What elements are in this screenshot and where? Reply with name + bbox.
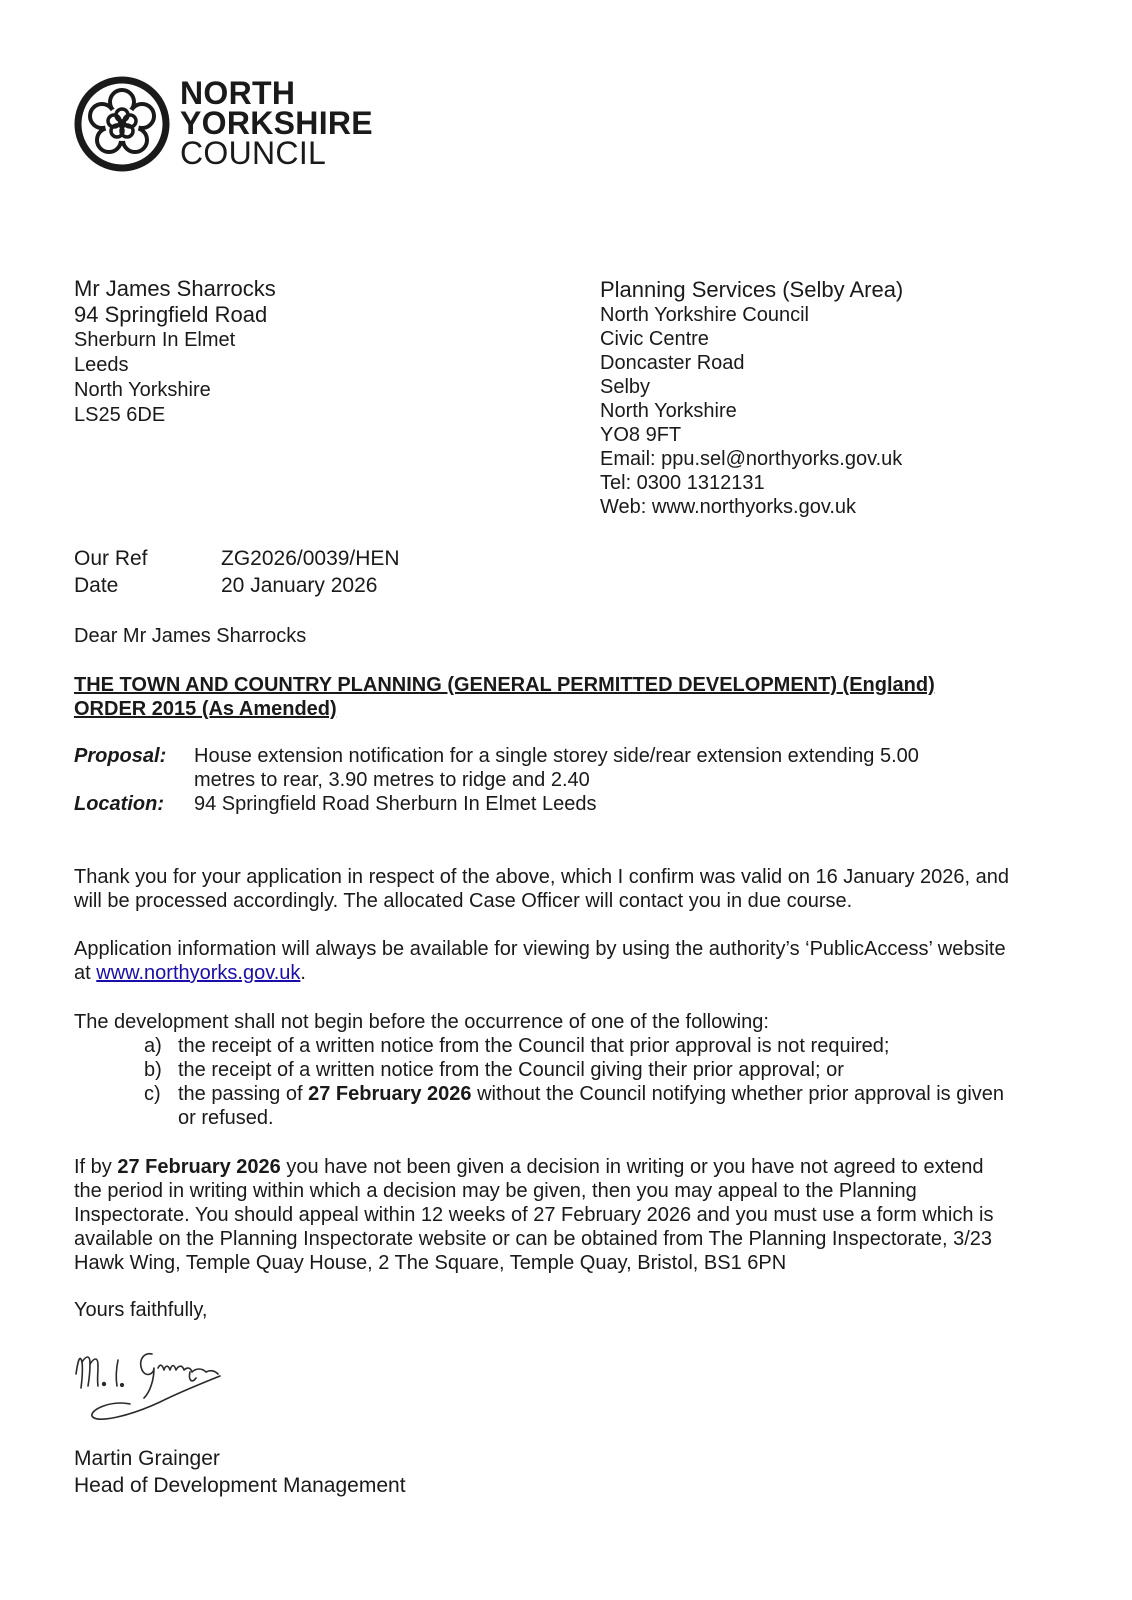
- public-access-prefix: at: [74, 962, 97, 984]
- signatory-name: Martin Grainger: [74, 1447, 220, 1470]
- council-name-line3: COUNCIL: [180, 135, 327, 171]
- date-label: Date: [74, 574, 119, 597]
- proposal-value: [194, 744, 974, 792]
- proposal-line1: House extension notification for a single storey side/rear extension extending 5.00: [194, 745, 919, 767]
- condition-text: [178, 1082, 1058, 1130]
- recipient-city: Leeds: [74, 354, 129, 376]
- closing: Yours faithfully,: [74, 1299, 208, 1321]
- sender-organisation: North Yorkshire Council: [600, 304, 809, 326]
- council-name-line1: NORTH: [180, 75, 296, 111]
- condition-text: the receipt of a written notice from the Council giving their prior approval; or: [178, 1059, 844, 1081]
- location-label: Location:: [74, 793, 164, 815]
- paragraph-public-access-line2: [74, 961, 1064, 985]
- signatory-title: Head of Development Management: [74, 1474, 406, 1497]
- location-value: 94 Springfield Road Sherburn In Elmet Leeds: [194, 793, 597, 815]
- public-access-suffix: .: [300, 962, 306, 984]
- condition-c-line2: or refused.: [178, 1107, 274, 1129]
- letter-heading: [74, 673, 1064, 721]
- date-row: [74, 572, 400, 599]
- sender-county: North Yorkshire: [600, 400, 737, 422]
- sender-tel: Tel: 0300 1312131: [600, 472, 765, 494]
- our-ref-label: Our Ref: [74, 547, 148, 570]
- recipient-street: 94 Springfield Road: [74, 302, 268, 327]
- condition-c-pre: the passing of: [178, 1083, 309, 1105]
- signature-image: [70, 1340, 240, 1430]
- appeal-pre: If by: [74, 1156, 118, 1178]
- paragraph-conditions: [74, 1010, 1064, 1130]
- location-row: [74, 792, 1064, 816]
- proposal-row: [74, 744, 1064, 792]
- paragraph-validation-line1: Thank you for your application in respect of the above, which I confirm was valid on 16 January 2026, and: [74, 866, 1009, 888]
- sender-address: [600, 276, 903, 519]
- website-link[interactable]: www.northyorks.gov.uk: [96, 962, 301, 984]
- recipient-county: North Yorkshire: [74, 379, 211, 401]
- condition-marker: a): [144, 1035, 162, 1057]
- paragraph-appeal: [74, 1155, 1064, 1275]
- condition-marker: b): [144, 1059, 162, 1081]
- recipient-address: [74, 276, 276, 428]
- salutation: Dear Mr James Sharrocks: [74, 625, 307, 647]
- our-ref-value: ZG2026/0039/HEN: [221, 547, 400, 570]
- condition-c-date: 27 February 2026: [308, 1083, 472, 1105]
- heading-line2: ORDER 2015 (As Amended): [74, 698, 337, 720]
- paragraph-public-access: [74, 937, 1064, 985]
- condition-marker: c): [144, 1083, 161, 1105]
- recipient-name: Mr James Sharrocks: [74, 276, 276, 301]
- signatory: [74, 1445, 406, 1499]
- condition-item-b: [144, 1058, 1064, 1082]
- our-ref-row: [74, 545, 400, 572]
- appeal-line4: available on the Planning Inspectorate website or can be obtained from The Planning Inspectorate, 3/23: [74, 1228, 993, 1250]
- proposal-line2: metres to rear, 3.90 metres to ridge and 2.40: [194, 769, 590, 791]
- condition-item-c: [144, 1082, 1064, 1130]
- sender-building: Civic Centre: [600, 328, 709, 350]
- council-logo: [74, 74, 384, 174]
- council-name: [180, 75, 373, 171]
- sender-town: Selby: [600, 376, 651, 398]
- council-name-line2: YORKSHIRE: [180, 105, 373, 141]
- condition-item-a: [144, 1034, 1064, 1058]
- sender-web: Web: www.northyorks.gov.uk: [600, 496, 857, 518]
- appeal-line2: the period in writing within which a decision may be given, then you may appeal to the Planning: [74, 1180, 917, 1202]
- condition-c-line1: [178, 1082, 1058, 1106]
- sender-street: Doncaster Road: [600, 352, 745, 374]
- paragraph-public-access-line1: Application information will always be available for viewing by using the authority’s ‘PublicAccess’ website: [74, 938, 1006, 960]
- condition-c-post: without the Council notifying whether prior approval is given: [471, 1083, 1005, 1105]
- sender-department: Planning Services (Selby Area): [600, 277, 904, 302]
- appeal-line1: [74, 1155, 1064, 1179]
- appeal-line5: Hawk Wing, Temple Quay House, 2 The Square, Temple Quay, Bristol, BS1 6PN: [74, 1252, 787, 1274]
- proposal-label: Proposal:: [74, 745, 167, 767]
- condition-text: the receipt of a written notice from the Council that prior approval is not required;: [178, 1035, 890, 1057]
- tudor-rose-icon: [74, 74, 174, 174]
- appeal-line3: Inspectorate. You should appeal within 12 weeks of 27 February 2026 and you must use a form which is: [74, 1204, 994, 1226]
- proposal-block: [74, 744, 1064, 816]
- sender-email: Email: ppu.sel@northyorks.gov.uk: [600, 448, 903, 470]
- appeal-date: 27 February 2026: [117, 1156, 281, 1178]
- sender-postcode: YO8 9FT: [600, 424, 682, 446]
- appeal-post: you have not been given a decision in writing or you have not agreed to extend: [280, 1156, 984, 1178]
- paragraph-validation: [74, 865, 1064, 913]
- recipient-postcode: LS25 6DE: [74, 404, 166, 426]
- conditions-list: [74, 1034, 1064, 1130]
- conditions-intro: The development shall not begin before the occurrence of one of the following:: [74, 1011, 769, 1033]
- paragraph-validation-line2: will be processed accordingly. The allocated Case Officer will contact you in due course.: [74, 890, 853, 912]
- recipient-town: Sherburn In Elmet: [74, 329, 236, 351]
- heading-line1: THE TOWN AND COUNTRY PLANNING (GENERAL PERMITTED DEVELOPMENT) (England): [74, 674, 935, 696]
- date-value: 20 January 2026: [221, 574, 378, 597]
- reference-block: [74, 545, 400, 599]
